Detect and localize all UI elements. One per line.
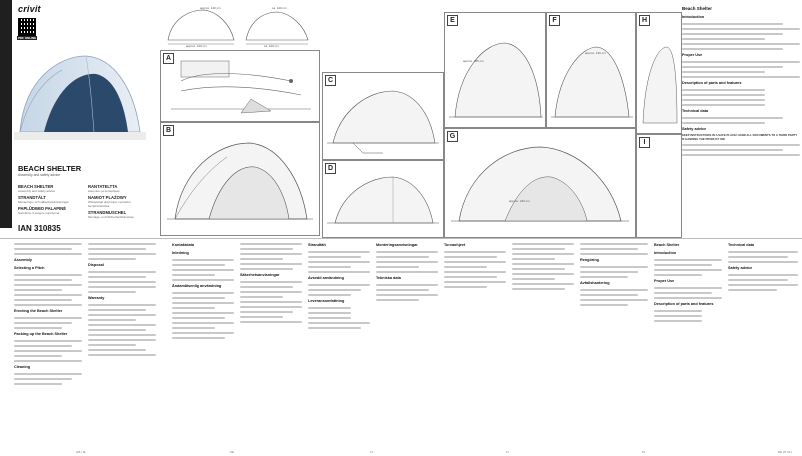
pdf-online-badge: PDF ONLINE <box>18 36 37 40</box>
panel-label-a: A <box>163 53 174 64</box>
lang-se-subtitle: Monterings- och säkerhetsanvisningar <box>18 200 69 204</box>
text-column-4 <box>240 240 302 454</box>
sidebar-parts-head: Description of parts and features <box>682 81 742 85</box>
heading-strandtalt: Strandtält <box>308 243 326 247</box>
panel-label-e: E <box>447 15 458 26</box>
heading-assembly: Assembly <box>14 258 32 262</box>
text-column-3 <box>172 240 234 454</box>
heading-beach-shelter: Beach Shelter <box>654 243 680 247</box>
figure-panel-e <box>444 12 546 128</box>
lang-de-title: STRANDMUSCHEL <box>88 210 127 215</box>
qr-code <box>18 18 36 36</box>
brand-logo: crivit <box>18 4 41 14</box>
text-page-divider <box>0 238 802 239</box>
heading-sakerhet: Säkerhetsanvisningar <box>240 273 280 277</box>
sidebar-proper-use-head: Proper Use <box>682 53 703 57</box>
heading-kontakt: Kontaktdata <box>172 243 194 247</box>
text-column-1 <box>14 240 82 454</box>
lang-lt-subtitle: Surinkimo ir saugos nurodymai <box>18 211 60 215</box>
panel-label-d: D <box>325 163 336 174</box>
product-subtitle: Assembly and safety advice <box>18 173 61 177</box>
figure-panel-b <box>160 122 320 236</box>
lang-pl-subtitle: Wskazówki dotyczące montażu i bezpieczeństwa <box>88 200 132 208</box>
text-column-10 <box>654 240 722 454</box>
heading-rengoring: Rengöring <box>580 258 599 262</box>
heading-packing: Packing up the Beach Shelter <box>14 332 68 336</box>
text-column-5 <box>308 240 370 454</box>
panel-label-b: B <box>163 125 174 136</box>
heading-montering: Monteringsanvisningar <box>376 243 418 247</box>
dim-label-4: ca. 120 cm <box>264 44 279 48</box>
figure-panel-f <box>546 12 636 128</box>
heading-introduction: Introduction <box>654 251 677 255</box>
dim-f-1: approx. 130 cm <box>585 51 606 55</box>
panel-label-c: C <box>325 75 336 86</box>
text-column-6 <box>376 240 438 454</box>
text-column-11 <box>728 240 798 454</box>
sidebar-tech-head: Technical data <box>682 109 709 113</box>
heading-technical: Technical data <box>728 243 755 247</box>
lang-en-subtitle: Assembly and safety advice <box>18 189 56 193</box>
lang-fi-subtitle: Asennus- ja turvaohjeet <box>88 189 120 193</box>
text-column-7 <box>444 240 506 454</box>
page-number-1: GB / IE <box>76 450 86 454</box>
page-number-5: PL <box>642 450 646 454</box>
panel-label-g: G <box>447 131 458 142</box>
heading-pitch: Selecting a Pitch <box>14 266 45 270</box>
heading-tekniska: Tekniska data <box>376 276 401 280</box>
sidebar-safety-head: Safety advice <box>682 127 707 131</box>
sidebar-english-intro <box>682 6 800 236</box>
figure-panel-c <box>322 72 444 160</box>
lang-se-title: STRANDTÄLT <box>18 195 46 200</box>
lang-pl-title: NAMIOT PLAŻOWY <box>88 195 127 200</box>
panel-label-i: I <box>639 137 650 148</box>
page-number-2: SE <box>230 450 235 454</box>
heading-leverans: Leveransomfattning <box>308 299 345 303</box>
text-column-9 <box>580 240 648 454</box>
dim-label-2: approx. 120 cm <box>186 44 207 48</box>
text-column-2 <box>88 240 156 454</box>
lang-en-title: BEACH SHELTER <box>18 184 54 189</box>
heading-avsedd: Avsedd användning <box>308 276 344 280</box>
figure-panel-a <box>160 50 320 122</box>
heading-inledning: Inledning <box>172 251 189 255</box>
product-title: BEACH SHELTER <box>18 164 82 173</box>
heading-proper-use: Proper Use <box>654 279 675 283</box>
cover-dark-stripe <box>0 0 12 228</box>
sidebar-title: Beach Shelter <box>682 6 713 11</box>
heading-warranty: Warranty <box>88 296 105 300</box>
dim-label-1: approx. 120 cm <box>200 6 221 10</box>
figure-panel-i <box>636 134 682 238</box>
figure-panel-h <box>636 12 682 134</box>
panel-label-f: F <box>549 15 560 26</box>
page-number-4: FI <box>506 450 509 454</box>
lang-fi-title: RANTATELTTA <box>88 184 118 189</box>
text-column-8 <box>512 240 574 454</box>
dimension-drawings <box>160 4 316 50</box>
page-number-3: LT <box>370 450 374 454</box>
ian-number: IAN 310835 <box>18 224 61 233</box>
dim-g-1: approx. 240 cm <box>509 199 530 203</box>
heading-erecting: Erecting the Beach Shelter <box>14 309 63 313</box>
dim-e-1: approx. 465 cm <box>463 59 484 63</box>
panel-label-h: H <box>639 15 650 26</box>
heading-safety: Safety advice <box>728 266 753 270</box>
sidebar-intro-head: Introduction <box>682 15 705 19</box>
heading-avfall: Avfallshantering <box>580 281 610 285</box>
figure-panel-g <box>444 128 636 238</box>
page-number-6: DE AT CH <box>778 450 792 454</box>
language-list <box>18 184 150 220</box>
lang-de-subtitle: Montage- und Sicherheitshinweise <box>88 215 134 219</box>
dim-label-3: ca. 120 cm <box>272 6 287 10</box>
cover-product-photo <box>14 40 146 140</box>
figure-panel-d <box>322 160 444 238</box>
heading-description: Description of parts and features <box>654 302 714 306</box>
heading-cleaning: Cleaning <box>14 365 31 369</box>
sidebar-safety-note: KEEP INSTRUCTIONS IN A SAFE PLACE! HAND ALL DOCUMENTS TO A THIRD PARTY IF HANDING THE PRODUCT ON! <box>682 133 798 141</box>
lang-lt-title: PAPLŪDIMIO PALAPINĖ <box>18 206 67 211</box>
heading-andamal: Ändamålsenlig användning <box>172 284 222 288</box>
heading-disposal: Disposal <box>88 263 104 267</box>
heading-turvaohjeet: Turvaohjeet <box>444 243 466 247</box>
